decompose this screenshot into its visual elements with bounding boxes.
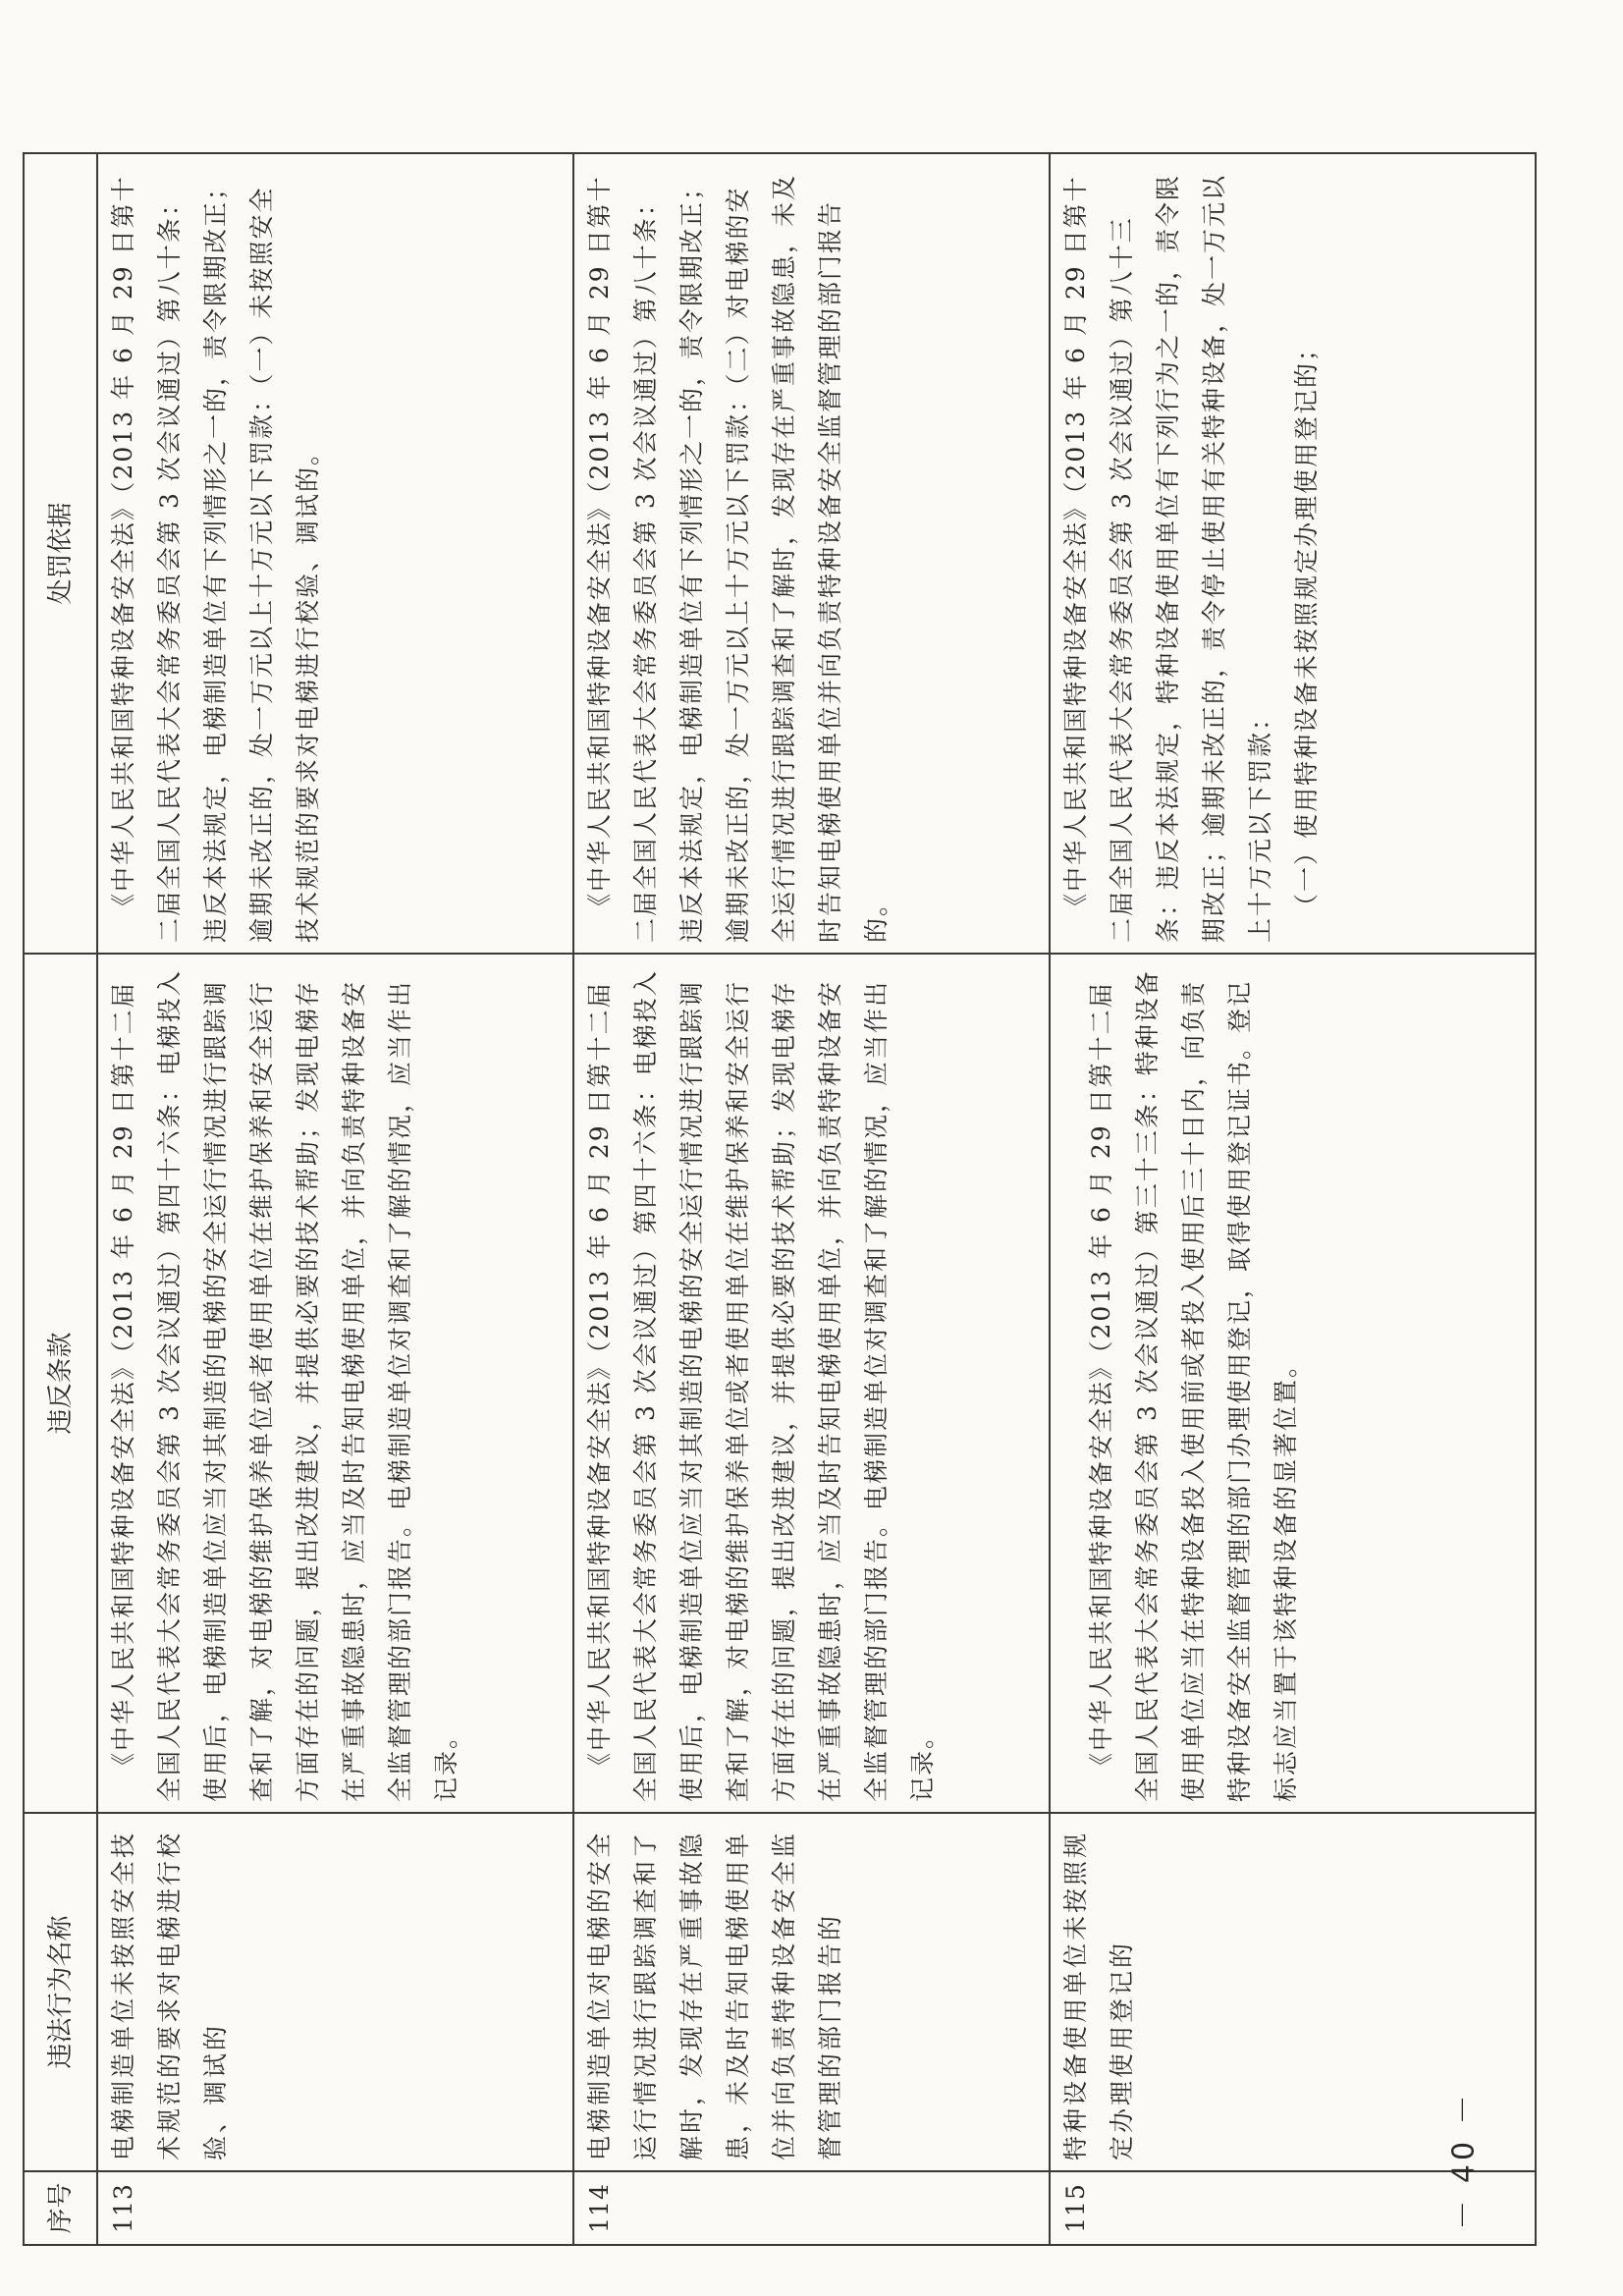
- basis-text: 《中华人民共和国特种设备安全法》（2013 年 6 月 29 日第十二届全国人民代表大会常务委员会第 3 次会议通过）第八十条：违反本法规定，电梯制造单位有下列情形之一的，责令限期改正；逾期未改正的，处一万元以上十万元以下罚款：（一）未按照安全技术规范的要求对电梯进行校验、调试的。: [109, 173, 322, 943]
- table-row: [573, 153, 1050, 2245]
- page-number-text: － 40 －: [1447, 2091, 1482, 2230]
- row-violation-name: 特种设备使用单位未按照规定办理使用登记的: [1050, 1813, 1536, 2171]
- header-seq: 序号: [24, 2171, 97, 2245]
- clause-text: 《中华人民共和国特种设备安全法》（2013 年 6 月 29 日第十二届全国人民代表大会常务委员会第 3 次会议通过）第四十六条：电梯投入使用后，电梯制造单位应当对其制造的电梯的安全运行情况进行跟踪调查和了解，对电梯的维护保养单位或者使用单位在维护保养和安全运行方面存在的问题，提出改进建议，并提供必要的技术帮助；发现电梯存在严重事故隐患时，应当及时告知电梯使用单位，并向负责特种设备安全监督管理的部门报告。电梯制造单位对调查和了解的情况，应当作出记录。: [585, 969, 937, 1802]
- row-seq: 115: [1050, 2171, 1536, 2245]
- rotated-page-content: [23, 154, 1535, 2246]
- penalty-table: [23, 152, 1537, 2246]
- clause-text: 《中华人民共和国特种设备安全法》（2013 年 6 月 29 日第十二届全国人民代表大会常务委员会第 3 次会议通过）第四十六条：电梯投入使用后，电梯制造单位应当对其制造的电梯的安全运行情况进行跟踪调查和了解，对电梯的维护保养单位或者使用单位在维护保养和安全运行方面存在的问题，提出改进建议，并提供必要的技术帮助；发现电梯存在严重事故隐患时，应当及时告知电梯使用单位，并向负责特种设备安全监督管理的部门报告。电梯制造单位对调查和了解的情况，应当作出记录。: [109, 969, 460, 1802]
- row-seq: 113: [97, 2171, 573, 2245]
- table-header-row: [24, 153, 97, 2245]
- row-violated-clause: [573, 954, 1050, 1813]
- table-row: [1050, 153, 1536, 2245]
- basis-text: 《中华人民共和国特种设备安全法》（2013 年 6 月 29 日第十二届全国人民代表大会常务委员会第 3 次会议通过）第八十条：违反本法规定，电梯制造单位有下列情形之一的，责令限期改正；逾期未改正的，处一万元以上十万元以下罚款：（二）对电梯的安全运行情况进行跟踪调查和了解时，发现存在严重事故隐患，未及时告知电梯使用单位并向负责特种设备安全监督管理的部门报告的。: [585, 173, 891, 943]
- row-penalty-basis: [1050, 153, 1536, 954]
- row-violation-name: 电梯制造单位未按照安全技术规范的要求对电梯进行校验、调试的: [97, 1813, 573, 2171]
- table-row: [97, 153, 573, 2245]
- row-seq: 114: [573, 2171, 1050, 2245]
- header-name: 违法行为名称: [24, 1813, 97, 2171]
- row-violated-clause: [1050, 954, 1536, 1813]
- basis-item-text: （一）使用特种设备未按照规定办理使用登记的；: [1292, 334, 1321, 918]
- row-penalty-basis: [97, 153, 573, 954]
- page-number: [1441, 2091, 1482, 2230]
- row-violated-clause: [97, 954, 573, 1813]
- header-clause: 违反条款: [24, 954, 97, 1813]
- row-violation-name: 电梯制造单位对电梯的安全运行情况进行跟踪调查和了解时，发现存在严重事故隐患，未及时告知电梯使用单位并向负责特种设备安全监督管理的部门报告的: [573, 1813, 1050, 2171]
- clause-text: 《中华人民共和国特种设备安全法》（2013 年 6 月 29 日第十二届全国人民代表大会常务委员会第 3 次会议通过）第三十三条：特种设备使用单位应当在特种设备投入使用前或者投入使用后三十日内，向负责特种设备安全监督管理的部门办理使用登记，取得使用登记证书。登记标志应当置于该特种设备的显著位置。: [1087, 969, 1300, 1802]
- basis-text: 《中华人民共和国特种设备安全法》（2013 年 6 月 29 日第十二届全国人民代表大会常务委员会第 3 次会议通过）第八十三条：违反本法规定，特种设备使用单位有下列行为之一的，责令限期改正；逾期未改正的，责令停止使用有关特种设备，处一万元以上十万元以下罚款：: [1061, 173, 1274, 943]
- row-penalty-basis: [573, 153, 1050, 954]
- header-basis: 处罚依据: [24, 153, 97, 954]
